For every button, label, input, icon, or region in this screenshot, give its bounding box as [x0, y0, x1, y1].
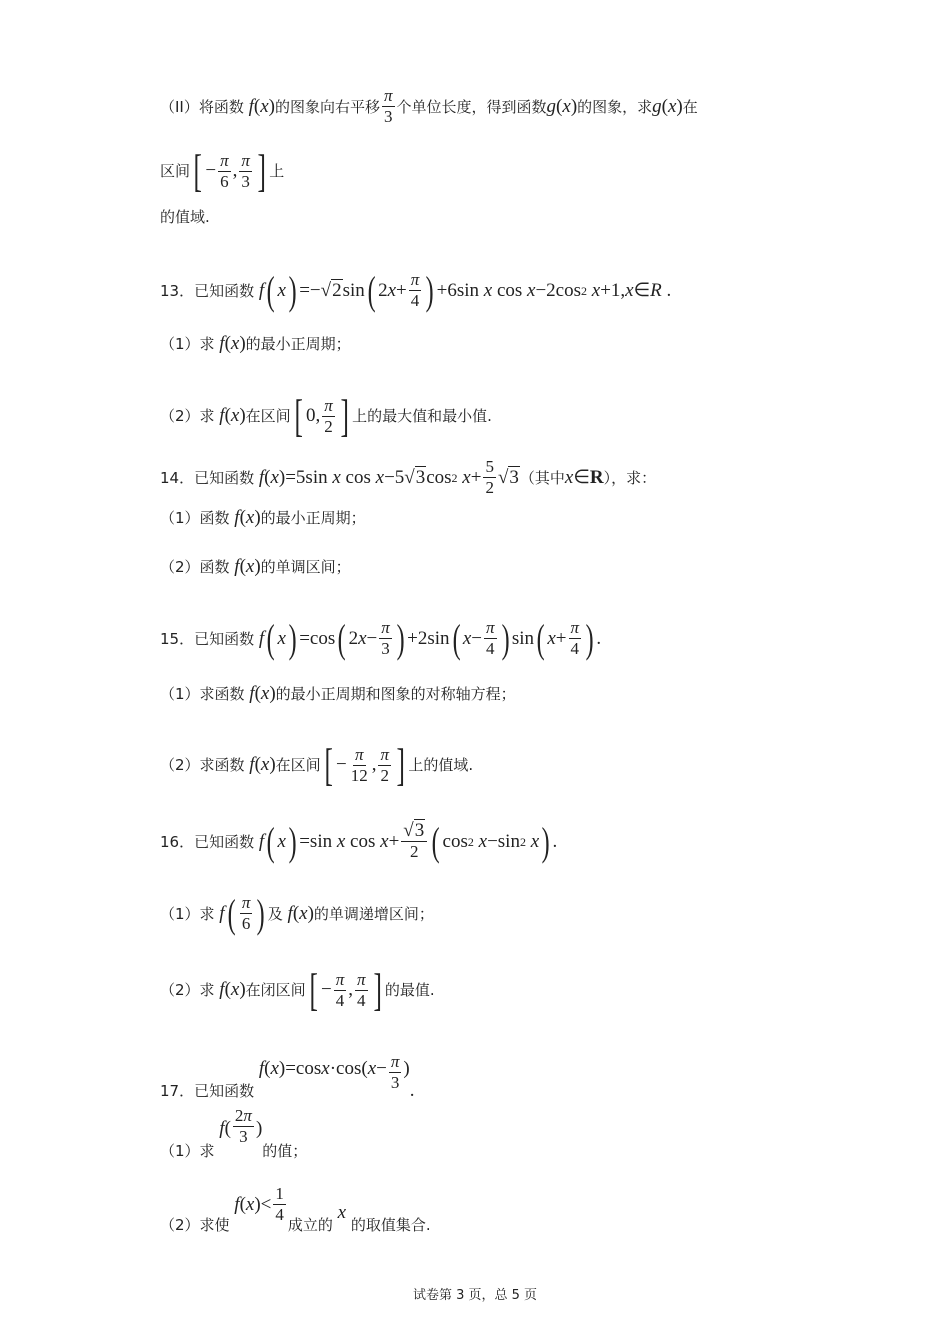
question-15: 15．已知函数 f ( x ) =cos ( 2 x − $\frac{\pi}{3}$ ) +2sin ( x − $\frac{\pi}{4}$ ) sin ( x + $\frac{\pi}{4}$ ) . — [160, 615, 602, 661]
q15-part2: （2）求函数 f ( x ) 在区间 [ − $\frac{\pi}{12}$ , $\frac{\pi}{2}$ ] 上的值域. — [160, 739, 474, 790]
q17-part1: （1）求 f ( $\frac{2\pi}{3}$ ) 的值； — [160, 1106, 308, 1160]
q13-part1: （1）求 f ( x ) 的最小正周期； — [160, 333, 351, 354]
question-13: 13．已知函数 f ( x ) =− √2 sin ( 2 x + $\frac{\pi}{4}$ ) +6sin x cos x −2cos 2 x +1, x ∈ R . — [160, 267, 672, 313]
part2-interval-line: 区间 [ − $\frac{\pi}{6}$ , $\frac{\pi}{3}$ ] 上 — [160, 145, 285, 196]
q17-part2: （2）求使 f ( x )< $\frac{1}{4}$ 成立的 x 的取值集合. — [160, 1184, 431, 1234]
q14-part2: （2）函数 f ( x ) 的单调区间； — [160, 556, 351, 577]
q14-part1: （1）函数 f ( x ) 的最小正周期； — [160, 507, 366, 528]
q16-part2: （2）求 f ( x ) 在闭区间 [ − $\frac{\pi}{4}$ , $\frac{\pi}{4}$ ] 的最值. — [160, 964, 435, 1015]
q13-part2: （2）求 f ( x ) 在区间 [ 0, $\frac{\pi}{2}$ ] 上的最大值和最小值. — [160, 390, 492, 441]
question-16: 16．已知函数 f ( x ) =sin x cos x + $\frac{√3}{2}$ ( cos 2 x −sin 2 x ) . — [160, 818, 558, 864]
q15-part1: （1）求函数 f ( x ) 的最小正周期和图象的对称轴方程； — [160, 683, 516, 704]
page-footer: 试卷第 3 页，总 5 页 — [412, 1288, 538, 1303]
part2-line: （II）将函数 f ( x ) 的图象向右平移 $\frac{\pi}{3}$ 个单位长度，得到函数 g ( x ) 的图象，求 g ( x ) 在 — [160, 86, 698, 126]
q16-part1: （1）求 f ( $\frac{\pi}{6}$ ) 及 f ( x ) 的单调递增区间； — [160, 890, 434, 936]
question-17: 17．已知函数 f ( x )=cos x ·cos( x − $\frac{\pi}{3}$ ) . — [160, 1052, 415, 1101]
part2-tail: 的值域. — [160, 208, 210, 226]
question-14: 14．已知函数 f ( x )=5sin x cos x −5 √3 cos 2 x + $\frac{5}{2}$ √3 （其中 x ∈ R ），求： — [160, 457, 657, 497]
